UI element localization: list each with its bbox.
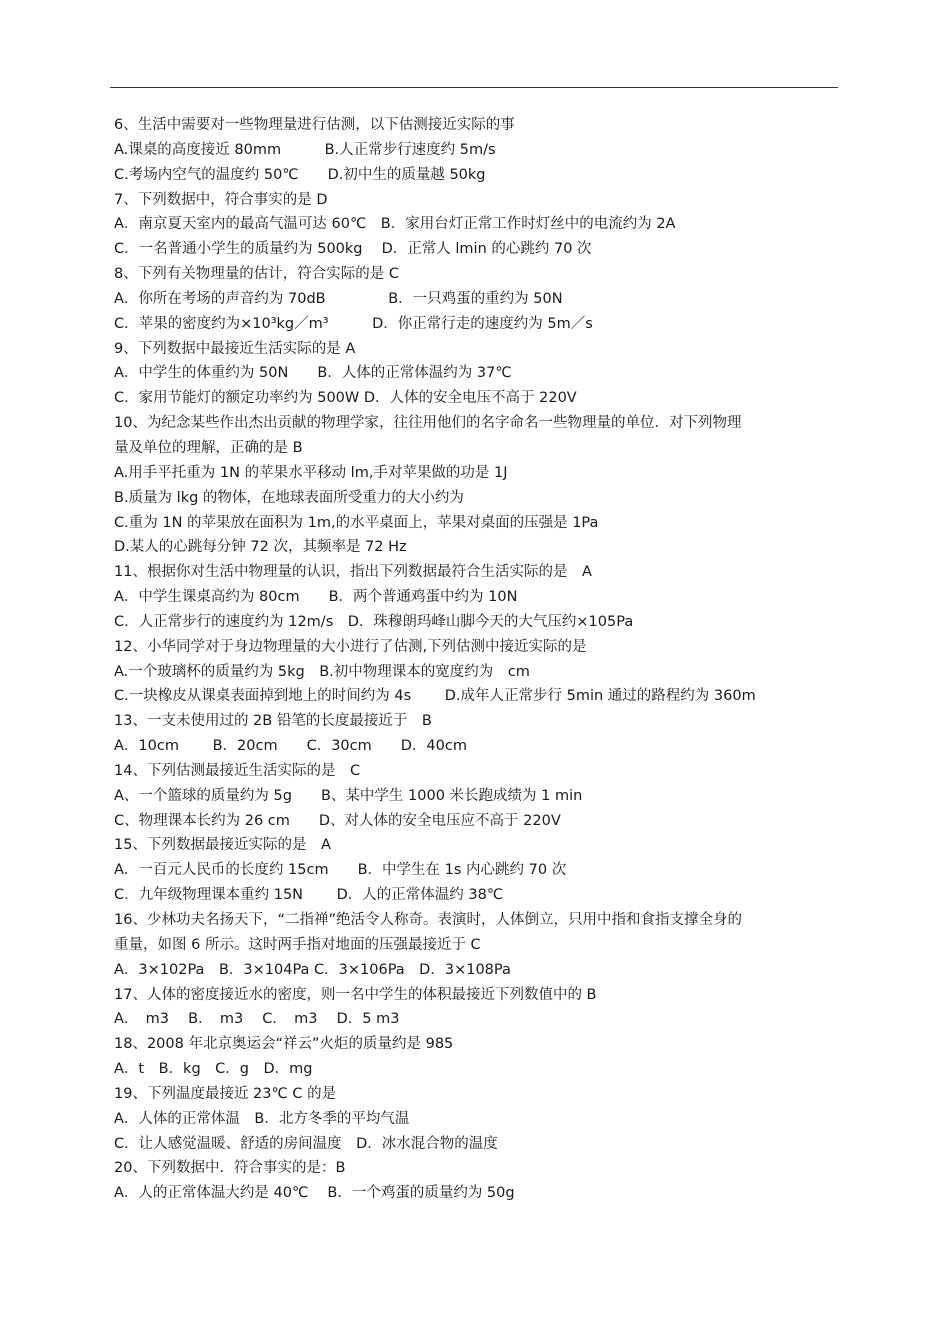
text-line: 18、2008 年北京奥运会“祥云”火炬的质量约是 985	[114, 1036, 454, 1053]
text-line: A.一个玻璃杯的质量约为 5kg B.初中物理课本的宽度约为 cm	[114, 663, 530, 680]
text-line: A．人的正常体温大约是 40℃ B．一个鸡蛋的质量约为 50g	[114, 1185, 515, 1202]
text-line: 14、下列估测最接近生活实际的是 C	[114, 762, 361, 779]
text-line: A． m3 B． m3 C． m3 D．5 m3	[114, 1011, 400, 1028]
text-line: 10、为纪念某些作出杰出贡献的物理学家，往往用他们的名字命名一些物理量的单位．对下列物理	[114, 415, 742, 432]
text-line: A．10cm B．20cm C．30cm D．40cm	[114, 738, 467, 755]
text-line: A．t B．kg C．g D．mg	[114, 1061, 313, 1078]
text-line: A．一百元人民币的长度约 15cm B．中学生在 1s 内心跳约 70 次	[114, 862, 567, 879]
text-line: A．人体的正常体温 B．北方冬季的平均气温	[114, 1110, 410, 1127]
text-line: 19、下列温度最接近 23℃ C 的是	[114, 1085, 337, 1102]
text-line: C．家用节能灯的额定功率约为 500W D．人体的安全电压不高于 220V	[114, 390, 577, 407]
text-line: 15、下列数据最接近实际的是 A	[114, 837, 331, 854]
document-body	[114, 113, 844, 1206]
text-line: A、一个篮球的质量约为 5g B、某中学生 1000 米长跑成绩为 1 min	[114, 787, 583, 804]
text-line: 17、人体的密度接近水的密度，则一名中学生的体积最接近下列数值中的 B	[114, 986, 597, 1003]
text-line: C、物理课本长约为 26 cm D、对人体的安全电压应不高于 220V	[114, 812, 561, 829]
text-line: C.重为 1N 的苹果放在面积为 1m,的水平桌面上，苹果对桌面的压强是 1Pa	[114, 514, 599, 531]
text-line: 重量，如图 6 所示。这时两手指对地面的压强最接近于 C	[114, 936, 481, 953]
text-line: 9、下列数据中最接近生活实际的是 A	[114, 340, 356, 357]
text-line: 量及单位的理解，正确的是 B	[114, 439, 303, 456]
text-line: 8、下列有关物理量的估计，符合实际的是 C	[114, 266, 399, 283]
text-line: 11、根据你对生活中物理量的认识，指出下列数据最符合生活实际的是 A	[114, 564, 592, 581]
text-line: C．苹果的密度约为×10³kg／m³ D．你正常行走的速度约为 5m／s	[114, 315, 593, 332]
text-line: 12、小华同学对于身边物理量的大小进行了估测,下列估测中接近实际的是	[114, 638, 587, 655]
text-line: A．你所在考场的声音约为 70dB B．一只鸡蛋的重约为 50N	[114, 290, 563, 307]
text-line: 13、一支未使用过的 2B 铅笔的长度最接近于 B	[114, 713, 432, 730]
text-line: C.考场内空气的温度约 50℃ D.初中生的质量越 50kg	[114, 166, 486, 183]
text-line: B.质量为 lkg 的物体，在地球表面所受重力的大小约为	[114, 489, 464, 506]
text-line: A．3×102Pa B．3×104Pa C．3×106Pa D．3×108Pa	[114, 961, 511, 978]
text-line: C．让人感觉温暖、舒适的房间温度 D．冰水混合物的温度	[114, 1135, 498, 1152]
text-line: 16、少林功夫名扬天下，“二指禅”绝活令人称奇。表演时，人体倒立，只用中指和食指支撑全身的	[114, 912, 742, 928]
text-line: C．一名普通小学生的质量约为 500kg D．正常人 lmin 的心跳约 70 次	[114, 241, 592, 258]
text-line: D.某人的心跳每分钟 72 次，其频率是 72 Hz	[114, 539, 407, 556]
text-line: A．中学生课桌高约为 80cm B．两个普通鸡蛋中约为 10N	[114, 589, 518, 606]
text-line: A．中学生的体重约为 50N B．人体的正常体温约为 37℃	[114, 365, 512, 382]
text-line: A.课桌的高度接近 80mm B.人正常步行速度约 5m/s	[114, 141, 496, 158]
text-line: A．南京夏天室内的最高气温可达 60℃ B．家用台灯正常工作时灯丝中的电流约为 2A	[114, 216, 676, 233]
text-line: 20、下列数据中．符合事实的是：B	[114, 1160, 346, 1177]
text-line: 6、生活中需要对一些物理量进行估测，以下估测接近实际的事	[114, 117, 515, 133]
text-line: 7、下列数据中，符合事实的是 D	[114, 191, 328, 208]
text-line: C．九年级物理课本重约 15N D．人的正常体温约 38℃	[114, 887, 504, 904]
text-line: C．人正常步行的速度约为 12m/s D．珠穆朗玛峰山脚今天的大气压约×105Pa	[114, 613, 634, 630]
header-rule	[110, 87, 838, 88]
text-line: C.一块橡皮从课桌表面掉到地上的时间约为 4s D.成年人正常步行 5min 通过的路程约为 360m	[114, 688, 756, 705]
text-line: A.用手平托重为 1N 的苹果水平移动 lm,手对苹果做的功是 1J	[114, 464, 508, 481]
